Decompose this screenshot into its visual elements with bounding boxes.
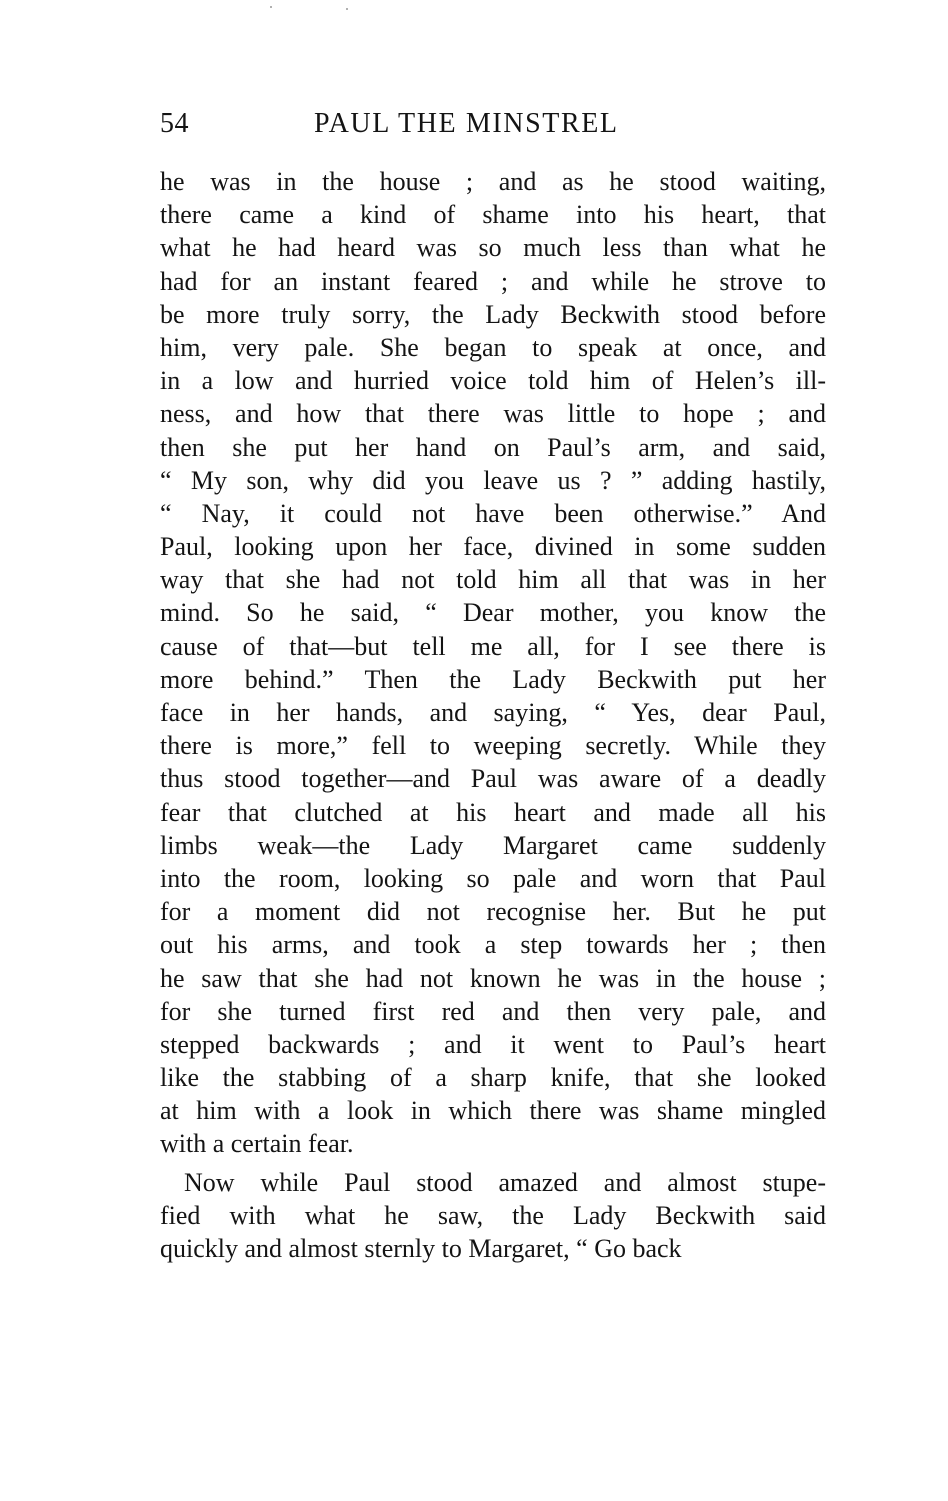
- text-line: Paul, looking upon her face, divined in some sudden: [160, 532, 826, 562]
- text-line: then she put her hand on Paul’s arm, and said,: [160, 432, 826, 462]
- running-title: PAUL THE MINSTREL: [314, 108, 619, 139]
- text-line: more behind.” Then the Lady Beckwith put her: [160, 664, 826, 694]
- text-line: there came a kind of shame into his heart, that: [160, 200, 826, 230]
- text-line: what he had heard was so much less than what he: [160, 233, 826, 263]
- text-line: quickly and almost sternly to Margaret, “ Go back: [160, 1234, 682, 1263]
- text-line: in a low and hurried voice told him of Helen’s ill-: [160, 366, 826, 396]
- text-line: “ Nay, it could not have been otherwise.” And: [160, 498, 826, 528]
- text-line: like the stabbing of a sharp knife, that she looked: [160, 1063, 826, 1093]
- text-line: be more truly sorry, the Lady Beckwith stood before: [160, 299, 826, 329]
- text-line: thus stood together—and Paul was aware of a deadly: [160, 764, 826, 794]
- text-line: there is more,” fell to weeping secretly. While they: [160, 731, 826, 761]
- body-text: [160, 165, 826, 1265]
- text-line: way that she had not told him all that was in her: [160, 565, 826, 595]
- paper-speck: [346, 8, 348, 10]
- text-line: fied with what he saw, the Lady Beckwith said: [160, 1200, 826, 1230]
- text-line: for a moment did not recognise her. But he put: [160, 897, 826, 927]
- text-line: “ My son, why did you leave us ? ” adding hastily,: [160, 465, 826, 495]
- text-line: he saw that she had not known he was in the house ;: [160, 963, 826, 993]
- text-line: limbs weak—the Lady Margaret came suddenly: [160, 830, 826, 860]
- text-line: fear that clutched at his heart and made all his: [160, 797, 826, 827]
- page-number: 54: [160, 108, 189, 139]
- text-line: cause of that—but tell me all, for I see there is: [160, 631, 826, 661]
- running-head: [160, 108, 826, 144]
- text-line: ness, and how that there was little to hope ; and: [160, 399, 826, 429]
- text-line: face in her hands, and saying, “ Yes, dear Paul,: [160, 698, 826, 727]
- text-line: had for an instant feared ; and while he strove to: [160, 266, 826, 296]
- text-line: him, very pale. She began to speak at once, and: [160, 332, 826, 362]
- text-line: at him with a look in which there was shame mingled: [160, 1096, 826, 1126]
- paragraph-1: [160, 165, 826, 1161]
- paper-speck: [270, 6, 272, 8]
- text-line: stepped backwards ; and it went to Paul’s heart: [160, 1029, 826, 1059]
- text-line: for she turned first red and then very pale, and: [160, 996, 826, 1026]
- paragraph-2: [160, 1166, 826, 1266]
- text-line: mind. So he said, “ Dear mother, you know the: [160, 598, 826, 628]
- text-line: into the room, looking so pale and worn that Paul: [160, 863, 826, 893]
- text-line: he was in the house ; and as he stood waiting,: [160, 167, 826, 196]
- text-line: with a certain fear.: [160, 1129, 354, 1159]
- text-line: Now while Paul stood amazed and almost stupe-: [184, 1167, 826, 1197]
- text-line: out his arms, and took a step towards her ; then: [160, 930, 826, 960]
